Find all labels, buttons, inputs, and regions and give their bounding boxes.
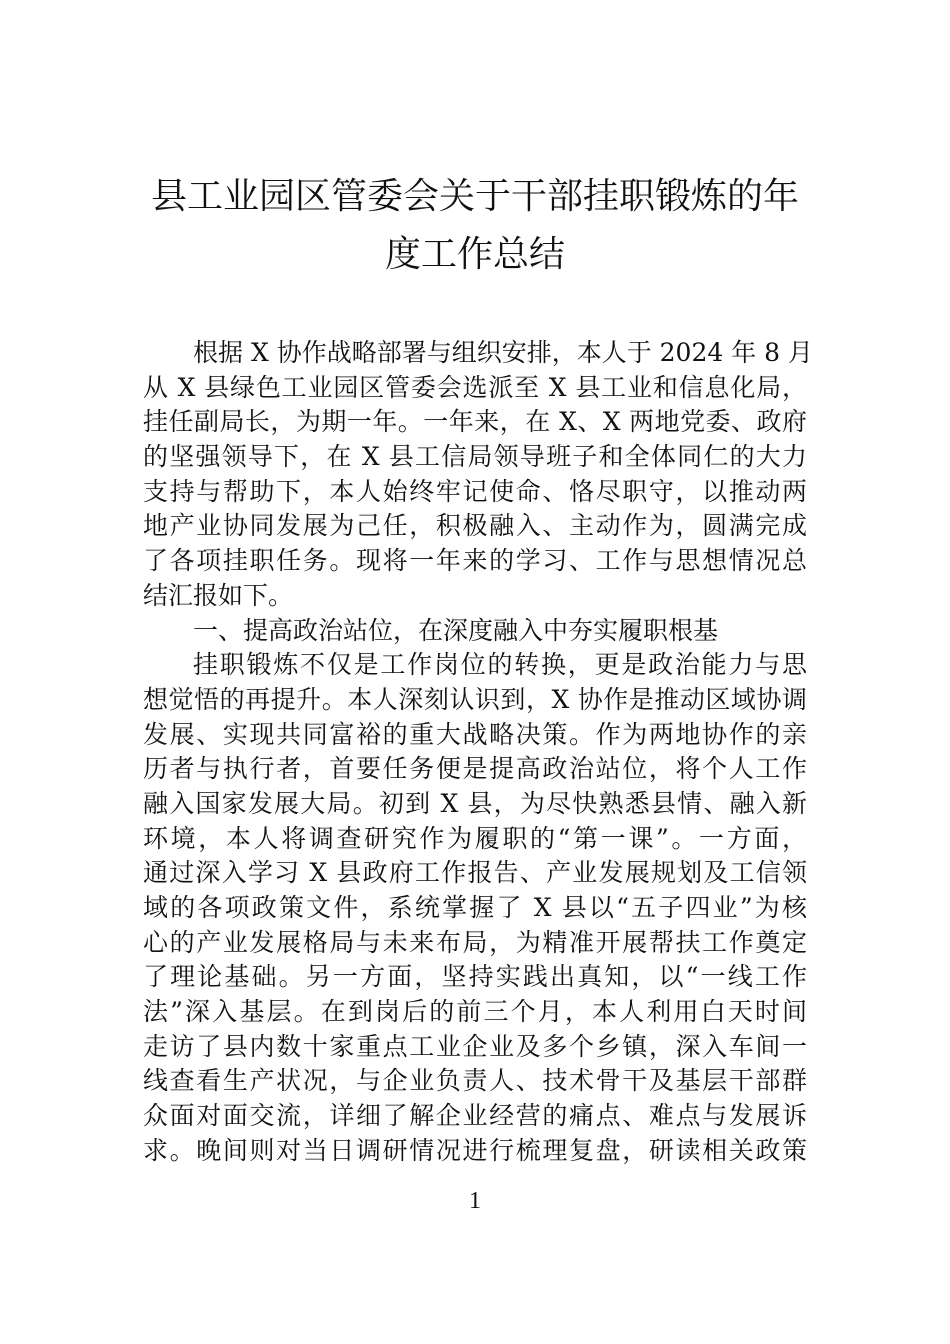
body-line: 心的产业发展格局与未来布局，为精准开展帮扶工作奠定 — [143, 927, 807, 957]
title-line-1: 县工业园区管委会关于干部挂职锻炼的年 — [150, 176, 799, 217]
body-line: 环境，本人将调查研究作为履职的“第一课”。一方面， — [143, 823, 807, 853]
body-line: 根据 X 协作战略部署与组织安排，本人于 2024 年 8 月 — [193, 338, 814, 367]
body-line: 挂任副局长，为期一年。一年来，在 X、X 两地党委、政府 — [143, 407, 807, 437]
body-line: 结汇报如下。 — [143, 580, 294, 610]
body-line: 法”深入基层。在到岗后的前三个月，本人利用白天时间 — [143, 997, 807, 1027]
body-line: 求。晚间则对当日调研情况进行梳理复盘，研读相关政策 — [143, 1135, 807, 1165]
body-line: 发展、实现共同富裕的重大战略决策。作为两地协作的亲 — [143, 719, 807, 749]
body-line: 走访了县内数十家重点工业企业及多个乡镇，深入车间一 — [143, 1031, 807, 1061]
body-line: 历者与执行者，首要任务便是提高政治站位，将个人工作 — [143, 754, 807, 784]
document-title — [130, 168, 820, 284]
body-line: 众面对面交流，详细了解企业经营的痛点、难点与发展诉 — [143, 1101, 807, 1131]
body-line: 了理论基础。另一方面，坚持实践出真知，以“一线工作 — [143, 962, 807, 992]
body-line: 的坚强领导下，在 X 县工信局领导班子和全体同仁的大力 — [143, 442, 807, 472]
body-line: 地产业协同发展为己任，积极融入、主动作为，圆满完成 — [143, 511, 807, 541]
title-line-2: 度工作总结 — [384, 234, 565, 275]
body-line: 域的各项政策文件，系统掌握了 X 县以“五子四业”为核 — [143, 893, 807, 922]
document-body — [143, 336, 814, 1169]
page-number: 1 — [469, 1188, 481, 1214]
body-line: 线查看生产状况，与企业负责人、技术骨干及基层干部群 — [143, 1066, 807, 1096]
section-heading: 一、提高政治站位，在深度融入中夯实履职根基 — [193, 615, 719, 645]
body-line: 通过深入学习 X 县政府工作报告、产业发展规划及工信领 — [143, 858, 807, 888]
body-line: 挂职锻炼不仅是工作岗位的转换，更是政治能力与思 — [193, 650, 807, 680]
body-line: 了各项挂职任务。现将一年来的学习、工作与思想情况总 — [143, 546, 807, 576]
body-line: 想觉悟的再提升。本人深刻认识到，X 协作是推动区域协调 — [143, 684, 807, 714]
body-line: 从 X 县绿色工业园区管委会选派至 X 县工业和信息化局， — [143, 372, 807, 402]
body-line: 融入国家发展大局。初到 X 县，为尽快熟悉县情、融入新 — [143, 788, 807, 818]
body-line: 支持与帮助下，本人始终牢记使命、恪尽职守，以推动两 — [143, 476, 807, 506]
